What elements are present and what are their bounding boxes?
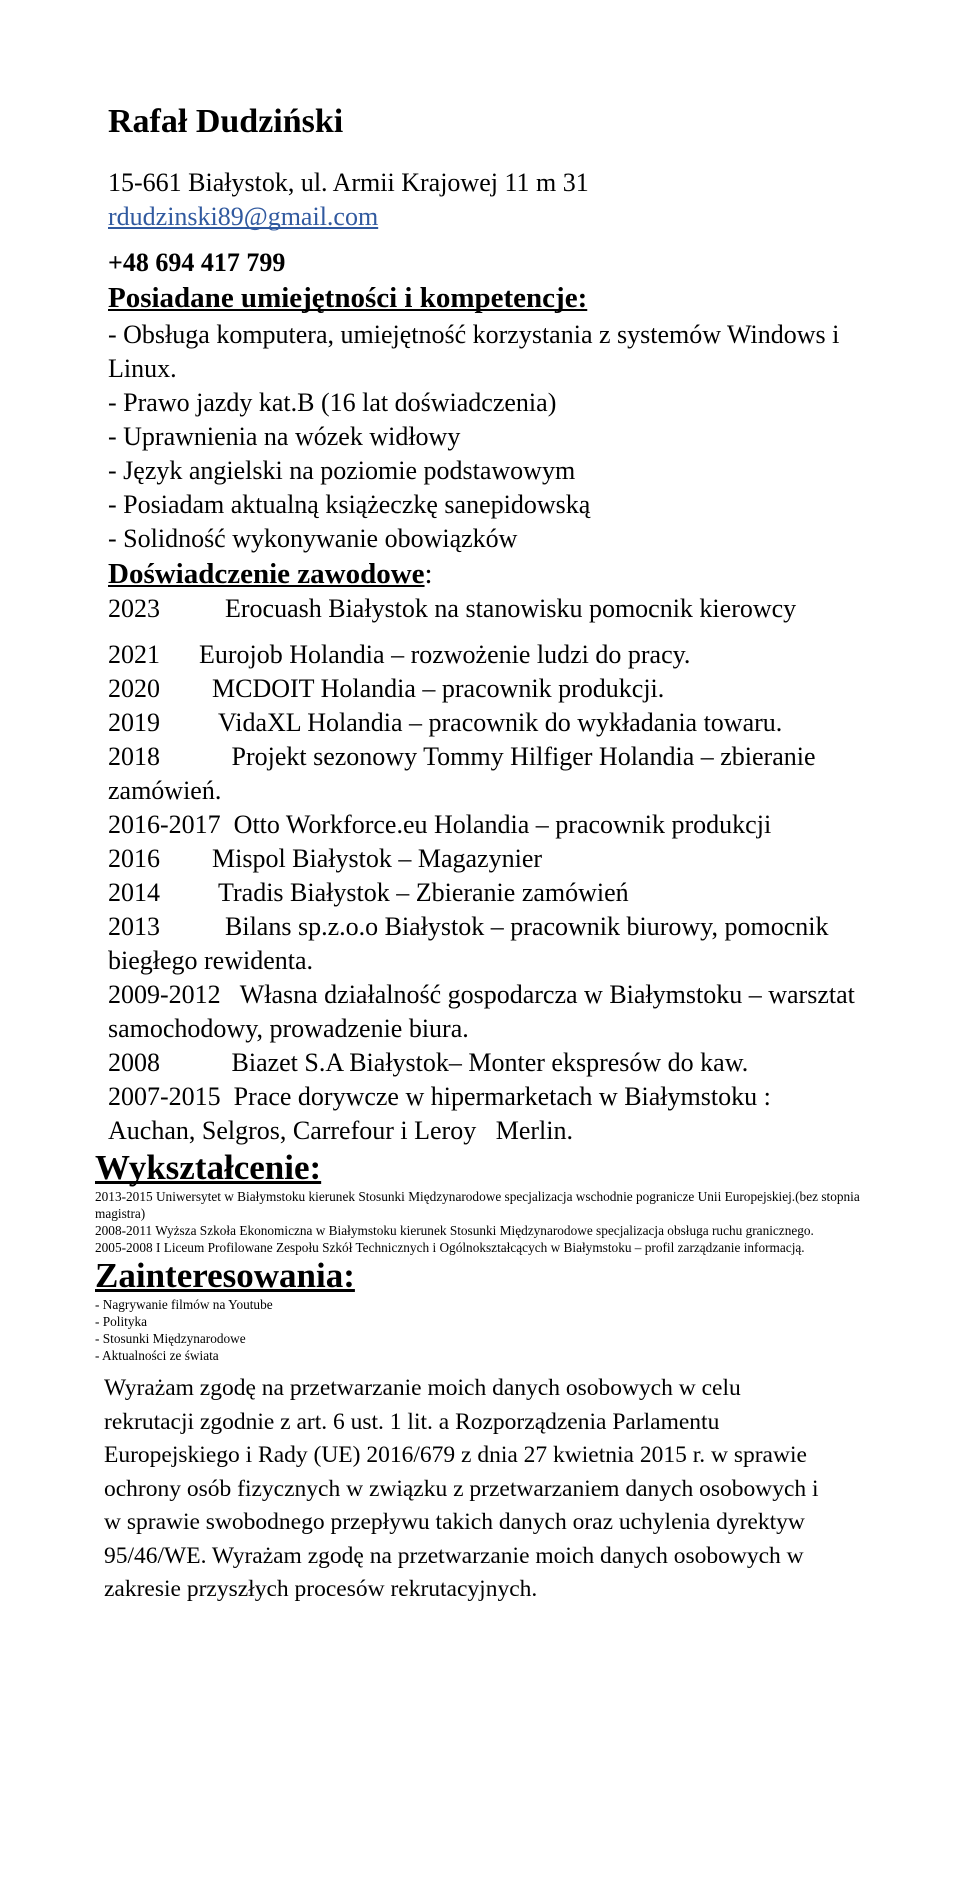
experience-entry — [108, 876, 858, 910]
skill-item: - Prawo jazdy kat.B (16 lat doświadczenia) — [108, 388, 557, 417]
education-list — [95, 1188, 865, 1256]
skill-item: - Obsługa komputera, umiejętność korzystania z systemów Windows i Linux. — [108, 320, 840, 383]
email-link[interactable]: rdudzinski89@gmail.com — [108, 202, 379, 231]
phone-number: +48 694 417 799 — [108, 248, 286, 277]
experience-entry — [108, 1046, 858, 1080]
interests-list — [95, 1296, 865, 1364]
person-name: Rafał Dudziński — [108, 103, 344, 140]
skill-item: - Solidność wykonywanie obowiązków — [108, 524, 518, 553]
experience-entry — [108, 592, 858, 626]
experience-description: Projekt sezonowy Tommy Hilfiger Holandia – zbieranie zamówień. — [108, 742, 822, 805]
interests-heading: Zainteresowania: — [95, 1256, 355, 1295]
interest-item: - Nagrywanie filmów na Youtube — [95, 1297, 273, 1312]
experience-description: Biazet S.A Białystok– Monter ekspresów do kaw. — [160, 1048, 749, 1077]
experience-section — [108, 556, 862, 1148]
experience-description: Eurojob Holandia – rozwożenie ludzi do pracy. — [160, 640, 691, 669]
experience-year: 2023 — [108, 594, 160, 623]
experience-year: 2009-2012 — [108, 980, 221, 1009]
education-entry: 2008-2011 Wyższa Szkoła Ekonomiczna w Białymstoku kierunek Stosunki Międzynarodowe specjalizacja obsługa ruchu granicznego. — [95, 1223, 814, 1238]
email-row — [108, 200, 858, 234]
education-entry: 2013-2015 Uniwersytet w Białymstoku kierunek Stosunki Międzynarodowe specjalizacja wschodnie pogranicze Unii Europejskiej.(bez stopnia magistra) — [95, 1189, 860, 1221]
experience-description: Otto Workforce.eu Holandia – pracownik produkcji — [220, 810, 772, 839]
experience-description: Bilans sp.z.o.o Białystok – pracownik biurowy, pomocnik biegłego rewidenta. — [108, 912, 835, 975]
experience-entry — [108, 740, 858, 808]
experience-year: 2019 — [108, 708, 160, 737]
experience-year: 2021 — [108, 640, 160, 669]
experience-list — [108, 592, 862, 1148]
consent-paragraph: Wyrażam zgodę na przetwarzanie moich danych osobowych w celu rekrutacji zgodnie z art. 6 ust. 1 lit. a Rozporządzenia Parlamentu Europejskiego i Rady (UE) 2016/679 z dnia 27 kwietnia 2015 r. w sprawie ochrony osób fizycznych w związku z przetwarzaniem danych osobowych i w sprawie swobodnego przepływu takich danych oraz uchylenia dyrektyw 95/46/WE. Wyrażam zgodę na przetwarzanie moich danych osobowych w zakresie przyszłych procesów rekrutacyjnych. — [104, 1375, 819, 1602]
experience-description: Erocuash Białystok na stanowisku pomocnik kierowcy — [160, 594, 797, 623]
skill-item: - Uprawnienia na wózek widłowy — [108, 422, 461, 451]
experience-entry — [108, 638, 858, 672]
skills-heading: Posiadane umiejętności i kompetencje: — [108, 282, 588, 314]
experience-heading-text: Doświadczenie zawodowe — [108, 558, 425, 590]
experience-description: Własna działalność gospodarcza w Białymstoku – warsztat samochodowy, prowadzenie biura. — [108, 980, 862, 1043]
experience-description: MCDOIT Holandia – pracownik produkcji. — [160, 674, 665, 703]
interest-item: - Stosunki Międzynarodowe — [95, 1331, 246, 1346]
experience-description: Tradis Białystok – Zbieranie zamówień — [160, 878, 629, 907]
experience-description: Prace dorywcze w hipermarketach w Białymstoku : Auchan, Selgros, Carrefour i Leroy Merlin. — [108, 1082, 776, 1145]
experience-description: VidaXL Holandia – pracownik do wykładania towaru. — [160, 708, 783, 737]
interest-item: - Aktualności ze świata — [95, 1348, 219, 1363]
experience-entry — [108, 1080, 858, 1148]
experience-year: 2013 — [108, 912, 160, 941]
cv-header — [108, 102, 858, 280]
education-entry: 2005-2008 I Liceum Profilowane Zespołu Szkół Technicznych i Ogólnokształcących w Białymstoku – profil zarządzanie informacją. — [95, 1240, 805, 1255]
experience-entry — [108, 910, 858, 978]
address-line: 15-661 Białystok, ul. Armii Krajowej 11 m 31 — [108, 168, 589, 197]
experience-heading — [108, 556, 858, 592]
skills-section — [108, 280, 858, 556]
skill-item: - Język angielski na poziomie podstawowym — [108, 456, 576, 485]
experience-description: Mispol Białystok – Magazynier — [160, 844, 543, 873]
experience-year: 2014 — [108, 878, 160, 907]
experience-year: 2016-2017 — [108, 810, 221, 839]
experience-entry — [108, 842, 858, 876]
experience-year: 2007-2015 — [108, 1082, 221, 1111]
experience-year: 2016 — [108, 844, 160, 873]
interests-section — [95, 1256, 865, 1364]
skill-item: - Posiadam aktualną książeczkę sanepidowską — [108, 490, 591, 519]
experience-year: 2008 — [108, 1048, 160, 1077]
experience-entry — [108, 808, 858, 842]
education-heading: Wykształcenie: — [95, 1148, 322, 1187]
experience-year: 2018 — [108, 742, 160, 771]
experience-year: 2020 — [108, 674, 160, 703]
experience-entry — [108, 672, 858, 706]
education-section — [95, 1148, 865, 1256]
interest-item: - Polityka — [95, 1314, 148, 1329]
experience-entry — [108, 706, 858, 740]
experience-entry — [108, 978, 862, 1046]
experience-heading-colon: : — [424, 558, 433, 590]
skills-list — [108, 318, 858, 556]
